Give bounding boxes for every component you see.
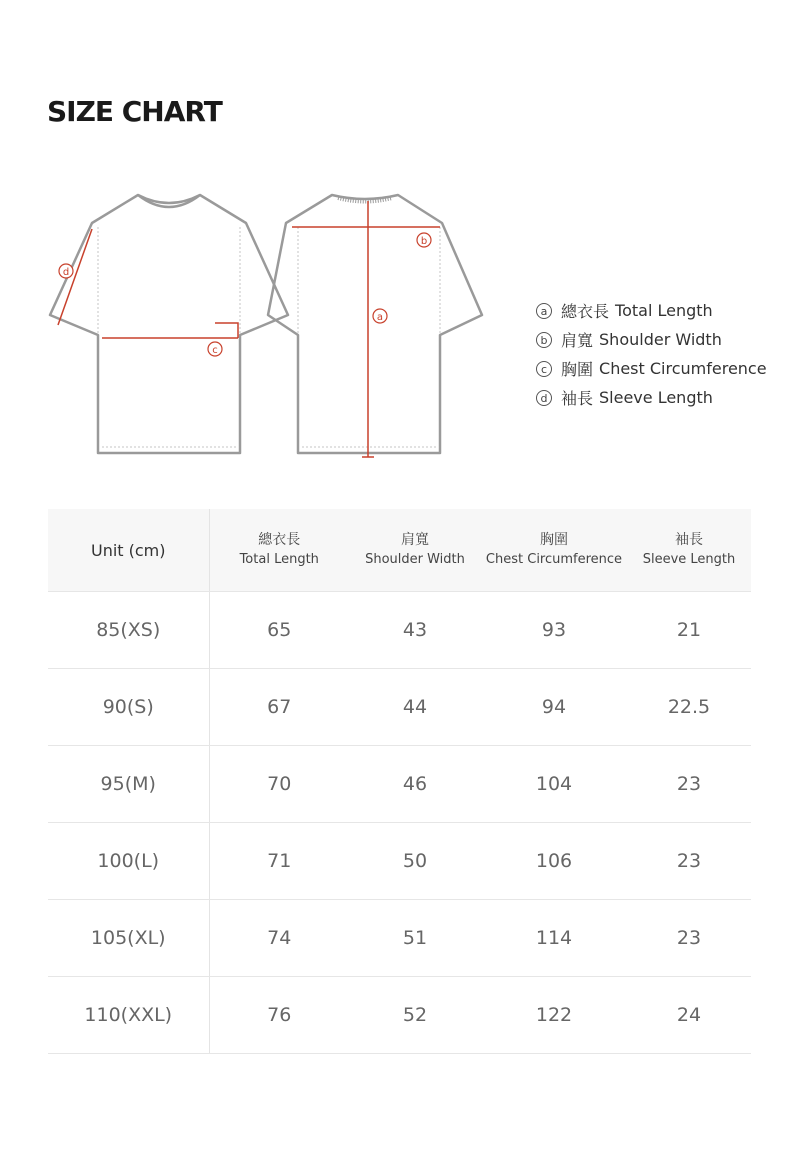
legend-marker: c — [536, 361, 552, 377]
chest-circumference-cell: 106 — [481, 823, 627, 900]
chest-circumference-cell: 122 — [481, 977, 627, 1054]
table-row — [48, 823, 751, 900]
chest-circumference-cell: 93 — [481, 592, 627, 669]
legend-en-label: Total Length — [615, 301, 713, 320]
marker-d-label: d — [62, 267, 70, 278]
legend-en-label: Shoulder Width — [599, 330, 722, 349]
sleeve-length-cell: 23 — [627, 823, 751, 900]
chest-width-tab — [215, 323, 238, 338]
sleeve-length-cell: 23 — [627, 900, 751, 977]
unit-header: Unit (cm) — [48, 509, 209, 592]
legend-item-sleeve-length — [536, 383, 767, 412]
column-header-zh: 袖長 — [675, 532, 703, 548]
table-header-row — [48, 509, 751, 592]
legend-en-label: Chest Circumference — [599, 359, 767, 378]
shoulder-width-cell: 51 — [349, 900, 481, 977]
table-row — [48, 746, 751, 823]
tshirt-diagram — [40, 185, 500, 470]
chest-circumference-cell: 114 — [481, 900, 627, 977]
marker-a — [373, 309, 387, 323]
legend-zh-label: 總衣長 — [561, 302, 610, 321]
front-neckline — [138, 195, 200, 207]
total-length-cell: 74 — [209, 900, 349, 977]
total-length-cell: 76 — [209, 977, 349, 1054]
shoulder-width-cell: 46 — [349, 746, 481, 823]
size-label: 95(M) — [48, 746, 209, 823]
total-length-cell: 70 — [209, 746, 349, 823]
column-header-shoulder-width — [349, 509, 481, 592]
total-length-cell: 65 — [209, 592, 349, 669]
marker-b-label: b — [420, 236, 428, 247]
table-row — [48, 592, 751, 669]
marker-d — [59, 264, 73, 278]
shoulder-width-cell: 44 — [349, 669, 481, 746]
table-row — [48, 977, 751, 1054]
column-header-zh: 總衣長 — [258, 532, 301, 548]
marker-c — [208, 342, 222, 356]
shoulder-width-cell: 50 — [349, 823, 481, 900]
legend-zh-label: 肩寬 — [561, 331, 594, 350]
column-header-zh: 胸圍 — [540, 532, 568, 548]
size-label: 110(XXL) — [48, 977, 209, 1054]
chest-circumference-cell: 104 — [481, 746, 627, 823]
size-table — [48, 509, 751, 1054]
page-title: SIZE CHART — [47, 95, 222, 128]
legend-marker: d — [536, 390, 552, 406]
legend-item-shoulder-width — [536, 325, 767, 354]
back-tshirt-outline — [268, 195, 482, 453]
sleeve-length-cell: 21 — [627, 592, 751, 669]
shoulder-width-cell: 52 — [349, 977, 481, 1054]
marker-b — [417, 233, 431, 247]
front-tshirt-outline — [50, 195, 288, 453]
legend-item-total-length — [536, 296, 767, 325]
table-row — [48, 669, 751, 746]
column-header-en: Chest Circumference — [485, 552, 623, 567]
size-label: 105(XL) — [48, 900, 209, 977]
column-header-en: Shoulder Width — [365, 552, 465, 567]
size-label: 90(S) — [48, 669, 209, 746]
legend-zh-label: 袖長 — [561, 389, 594, 408]
size-label: 100(L) — [48, 823, 209, 900]
total-length-cell: 67 — [209, 669, 349, 746]
legend-marker: b — [536, 332, 552, 348]
marker-c-label: c — [212, 345, 218, 356]
total-length-cell: 71 — [209, 823, 349, 900]
column-header-total-length — [209, 509, 349, 592]
column-header-sleeve-length — [627, 509, 751, 592]
sleeve-length-cell: 22.5 — [627, 669, 751, 746]
column-header-en: Total Length — [239, 552, 319, 567]
measurement-legend — [536, 296, 767, 412]
size-label: 85(XS) — [48, 592, 209, 669]
legend-zh-label: 胸圍 — [561, 360, 594, 379]
column-header-en: Sleeve Length — [642, 552, 736, 567]
column-header-zh: 肩寬 — [401, 532, 429, 548]
sleeve-length-cell: 23 — [627, 746, 751, 823]
chest-circumference-cell: 94 — [481, 669, 627, 746]
legend-item-chest-circumference — [536, 354, 767, 383]
table-row — [48, 900, 751, 977]
sleeve-length-cell: 24 — [627, 977, 751, 1054]
legend-en-label: Sleeve Length — [599, 388, 713, 407]
legend-marker: a — [536, 303, 552, 319]
column-header-chest-circumference — [481, 509, 627, 592]
shoulder-width-cell: 43 — [349, 592, 481, 669]
marker-a-label: a — [376, 312, 384, 323]
